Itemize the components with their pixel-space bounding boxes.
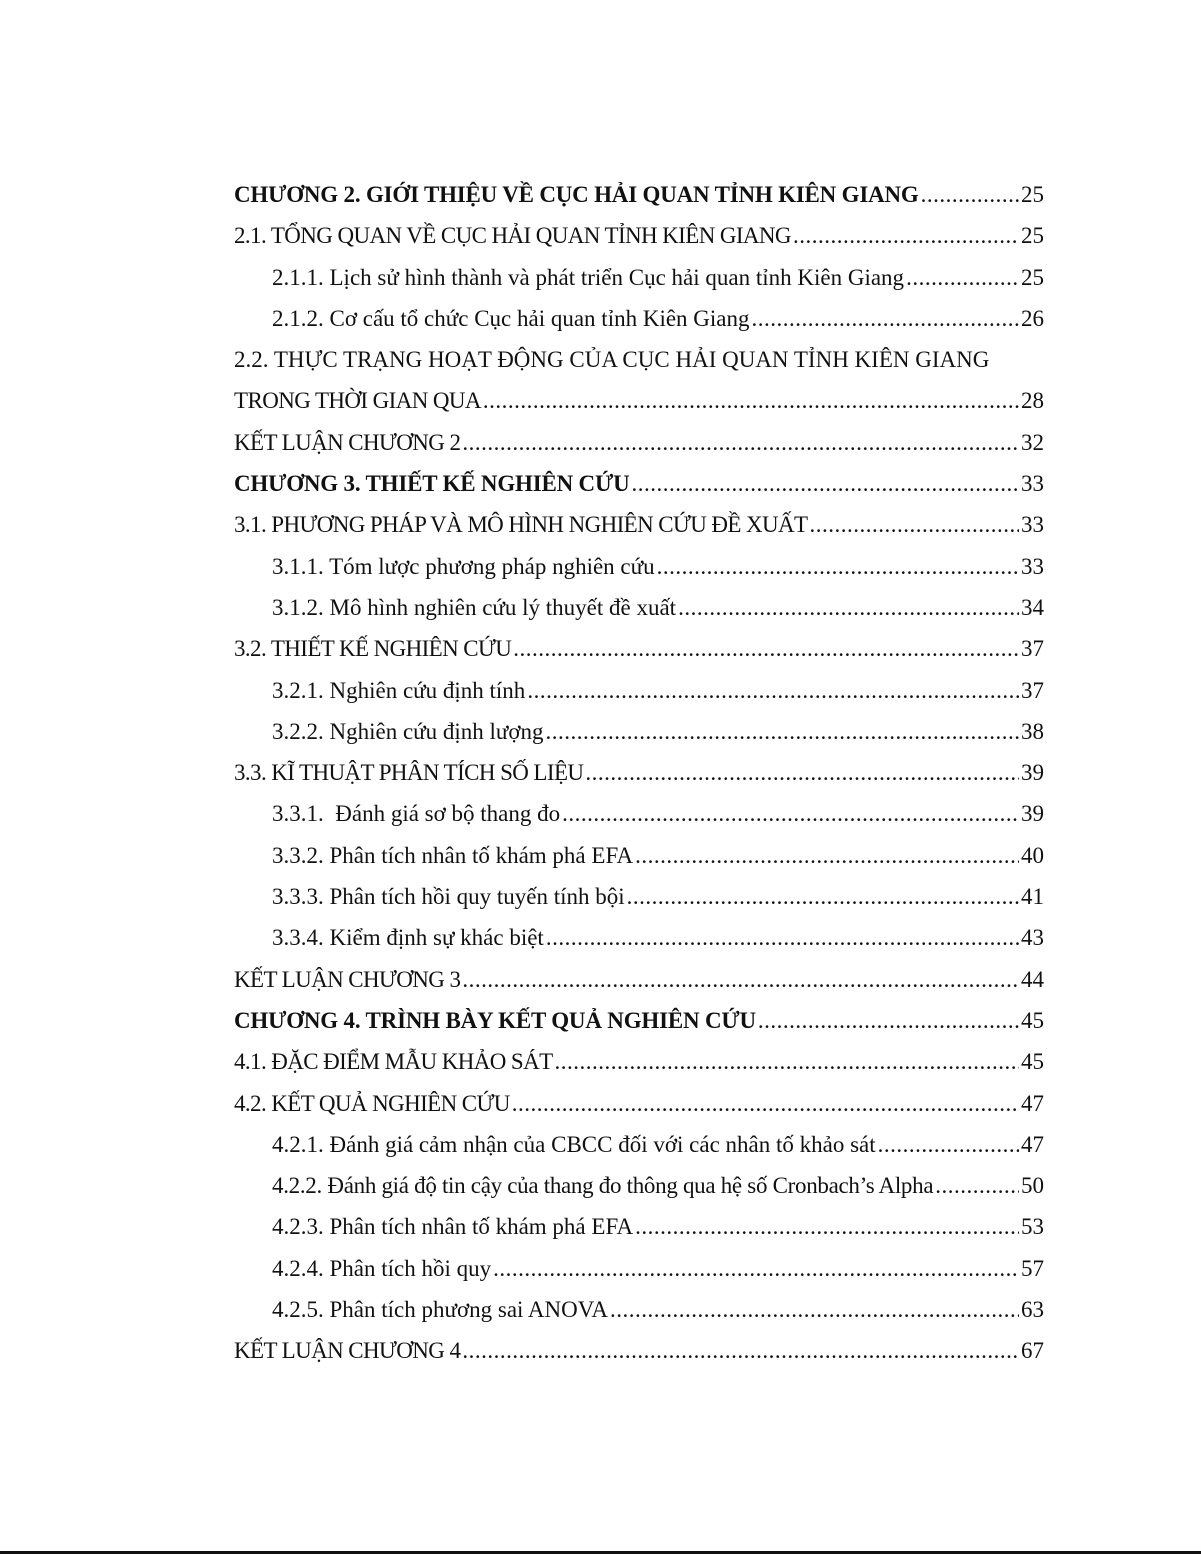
toc-entry-page: 39 <box>1021 801 1044 827</box>
toc-entry-2-1-1[interactable] <box>234 257 1044 298</box>
toc-entry-4-2-3[interactable] <box>234 1206 1044 1247</box>
toc-entry-page: 28 <box>1021 388 1044 414</box>
toc-entry-page: 45 <box>1021 1007 1044 1033</box>
toc-dot-leader <box>810 504 1019 545</box>
toc-entry-page: 45 <box>1021 1049 1044 1075</box>
toc-entry-3-3[interactable] <box>234 752 1044 793</box>
toc-entry-2-1-2[interactable] <box>234 298 1044 339</box>
toc-entry-page: 38 <box>1021 718 1044 744</box>
toc-dot-leader <box>635 835 1019 876</box>
toc-entry-chapter-2[interactable] <box>234 174 1044 215</box>
toc-entry-label: 2.1.2. Cơ cấu tổ chức Cục hải quan tỉnh Kiên Giang <box>272 305 750 331</box>
toc-entry-4-2-2[interactable] <box>234 1165 1044 1206</box>
toc-entry-4-2-1[interactable] <box>234 1124 1044 1165</box>
toc-entry-3-3-3[interactable] <box>234 876 1044 917</box>
toc-entry-page: 44 <box>1021 966 1044 992</box>
toc-dot-leader <box>527 670 1019 711</box>
table-of-contents <box>234 174 1044 1372</box>
toc-entry-3-2-1[interactable] <box>234 670 1044 711</box>
toc-entry-label: 2.1.1. Lịch sử hình thành và phát triển Cục hải quan tỉnh Kiên Giang <box>272 264 905 290</box>
toc-entry-label: 4.2.3. Phân tích nhân tố khám phá EFA <box>272 1214 634 1240</box>
toc-entry-label: CHƯƠNG 2. GIỚI THIỆU VỀ CỤC HẢI QUAN TỈNH KIÊN GIANG <box>234 182 919 207</box>
toc-entry-3-2[interactable] <box>234 628 1044 669</box>
toc-dot-leader <box>512 1083 1019 1124</box>
toc-dot-leader <box>635 1206 1019 1247</box>
toc-entry-label: TRONG THỜI GIAN QUA <box>234 388 481 414</box>
toc-entry-label: 3.1. PHƯƠNG PHÁP VÀ MÔ HÌNH NGHIÊN CỨU ĐỀ XUẤT <box>234 512 808 538</box>
toc-entry-page: 26 <box>1021 305 1044 331</box>
toc-dot-leader <box>585 752 1019 793</box>
toc-dot-leader <box>627 876 1019 917</box>
toc-entry-3-3-2[interactable] <box>234 835 1044 876</box>
toc-entry-page: 47 <box>1021 1131 1044 1157</box>
toc-dot-leader <box>513 628 1019 669</box>
toc-entry-2-1[interactable] <box>234 215 1044 256</box>
toc-entry-page: 57 <box>1021 1255 1044 1281</box>
toc-entry-label: 2.1. TỔNG QUAN VỀ CỤC HẢI QUAN TỈNH KIÊN GIANG <box>234 223 791 249</box>
toc-entry-page: 67 <box>1021 1338 1044 1364</box>
toc-entry-label: 3.2.1. Nghiên cứu định tính <box>272 677 526 703</box>
toc-entry-3-1[interactable] <box>234 504 1044 545</box>
toc-dot-leader <box>462 422 1019 463</box>
toc-entry-page: 37 <box>1021 636 1044 662</box>
toc-entry-page: 40 <box>1021 842 1044 868</box>
toc-entry-page: 33 <box>1021 471 1044 497</box>
toc-entry-page: 39 <box>1021 760 1044 786</box>
toc-entry-4-1[interactable] <box>234 1041 1044 1082</box>
toc-dot-leader <box>546 917 1019 958</box>
toc-dot-leader <box>610 1289 1019 1330</box>
toc-entry-4-2-4[interactable] <box>234 1248 1044 1289</box>
toc-entry-page: 63 <box>1021 1297 1044 1323</box>
toc-entry-3-1-2[interactable] <box>234 587 1044 628</box>
toc-dot-leader <box>678 587 1019 628</box>
toc-entry-page: 32 <box>1021 429 1044 455</box>
toc-entry-label: 3.2. THIẾT KẾ NGHIÊN CỨU <box>234 636 512 662</box>
toc-dot-leader <box>493 1248 1019 1289</box>
toc-entry-page: 33 <box>1021 512 1044 538</box>
toc-entry-label: 4.2.2. Đánh giá độ tin cậy của thang đo thông qua hệ số Cronbach’s Alpha <box>272 1173 934 1199</box>
toc-entry-3-3-4[interactable] <box>234 917 1044 958</box>
toc-entry-label: 4.2.5. Phân tích phương sai ANOVA <box>272 1297 608 1323</box>
toc-entry-label: 3.3.2. Phân tích nhân tố khám phá EFA <box>272 842 634 868</box>
toc-entry-page: 25 <box>1021 264 1044 290</box>
toc-entry-page: 43 <box>1021 925 1044 951</box>
toc-entry-label: KẾT LUẬN CHƯƠNG 2 <box>234 429 461 455</box>
toc-entry-label: 3.1.2. Mô hình nghiên cứu lý thuyết đề xuất <box>272 594 677 620</box>
toc-entry-label: 4.2.1. Đánh giá cảm nhận của CBCC đối với các nhân tố khảo sát <box>272 1131 876 1157</box>
toc-entry-label: 3.3.1. Đánh giá sơ bộ thang đo <box>272 801 561 827</box>
toc-dot-leader <box>752 298 1020 339</box>
toc-entry-3-1-1[interactable] <box>234 546 1044 587</box>
toc-entry-page: 47 <box>1021 1090 1044 1116</box>
toc-entry-2-2-line-2[interactable] <box>234 380 1044 421</box>
toc-entry-label: 2.2. THỰC TRẠNG HOẠT ĐỘNG CỦA CỤC HẢI QUAN TỈNH KIÊN GIANG <box>234 347 990 373</box>
toc-dot-leader <box>555 1041 1019 1082</box>
toc-entry-label: KẾT LUẬN CHƯƠNG 3 <box>234 966 461 992</box>
toc-entry-3-2-2[interactable] <box>234 711 1044 752</box>
toc-entry-2-2-line-1[interactable] <box>234 339 1044 380</box>
toc-entry-conclusion-3[interactable] <box>234 959 1044 1000</box>
toc-entry-label: 3.3.4. Kiểm định sự khác biệt <box>272 925 544 951</box>
toc-dot-leader <box>546 711 1019 752</box>
toc-entry-page: 25 <box>1021 182 1044 207</box>
toc-entry-page: 37 <box>1021 677 1044 703</box>
toc-entry-page: 50 <box>1021 1173 1044 1199</box>
toc-entry-conclusion-4[interactable] <box>234 1330 1044 1371</box>
toc-dot-leader <box>657 546 1019 587</box>
toc-dot-leader <box>483 380 1019 421</box>
toc-entry-label: 3.3. KĨ THUẬT PHÂN TÍCH SỐ LIỆU <box>234 760 584 786</box>
toc-dot-leader <box>793 215 1019 256</box>
toc-dot-leader <box>462 959 1019 1000</box>
toc-entry-page: 25 <box>1021 223 1044 249</box>
toc-dot-leader <box>878 1124 1019 1165</box>
toc-dot-leader <box>562 793 1019 834</box>
toc-entry-page: 33 <box>1021 553 1044 579</box>
toc-entry-label: 4.1. ĐẶC ĐIỂM MẪU KHẢO SÁT <box>234 1049 553 1075</box>
toc-entry-page: 41 <box>1021 884 1044 910</box>
toc-entry-chapter-3[interactable] <box>234 463 1044 504</box>
toc-entry-label: 3.2.2. Nghiên cứu định lượng <box>272 718 544 744</box>
toc-entry-label: KẾT LUẬN CHƯƠNG 4 <box>234 1338 461 1364</box>
toc-entry-4-2-5[interactable] <box>234 1289 1044 1330</box>
toc-entry-page: 34 <box>1021 594 1044 620</box>
toc-dot-leader <box>921 174 1019 215</box>
toc-dot-leader <box>631 463 1019 504</box>
toc-dot-leader <box>906 257 1019 298</box>
toc-entry-label: 4.2. KẾT QUẢ NGHIÊN CỨU <box>234 1090 510 1116</box>
toc-dot-leader <box>758 1000 1019 1041</box>
toc-entry-3-3-1[interactable] <box>234 793 1044 834</box>
toc-entry-conclusion-2[interactable] <box>234 422 1044 463</box>
toc-dot-leader <box>462 1330 1019 1371</box>
toc-entry-page: 53 <box>1021 1214 1044 1240</box>
toc-entry-label: CHƯƠNG 3. THIẾT KẾ NGHIÊN CỨU <box>234 471 630 497</box>
toc-entry-chapter-4[interactable] <box>234 1000 1044 1041</box>
toc-dot-leader <box>935 1165 1019 1206</box>
toc-entry-label: 3.3.3. Phân tích hồi quy tuyến tính bội <box>272 884 625 910</box>
toc-entry-label: CHƯƠNG 4. TRÌNH BÀY KẾT QUẢ NGHIÊN CỨU <box>234 1007 756 1033</box>
toc-entry-label: 4.2.4. Phân tích hồi quy <box>272 1255 492 1281</box>
toc-entry-label: 3.1.1. Tóm lược phương pháp nghiên cứu <box>272 553 655 579</box>
toc-entry-4-2[interactable] <box>234 1083 1044 1124</box>
